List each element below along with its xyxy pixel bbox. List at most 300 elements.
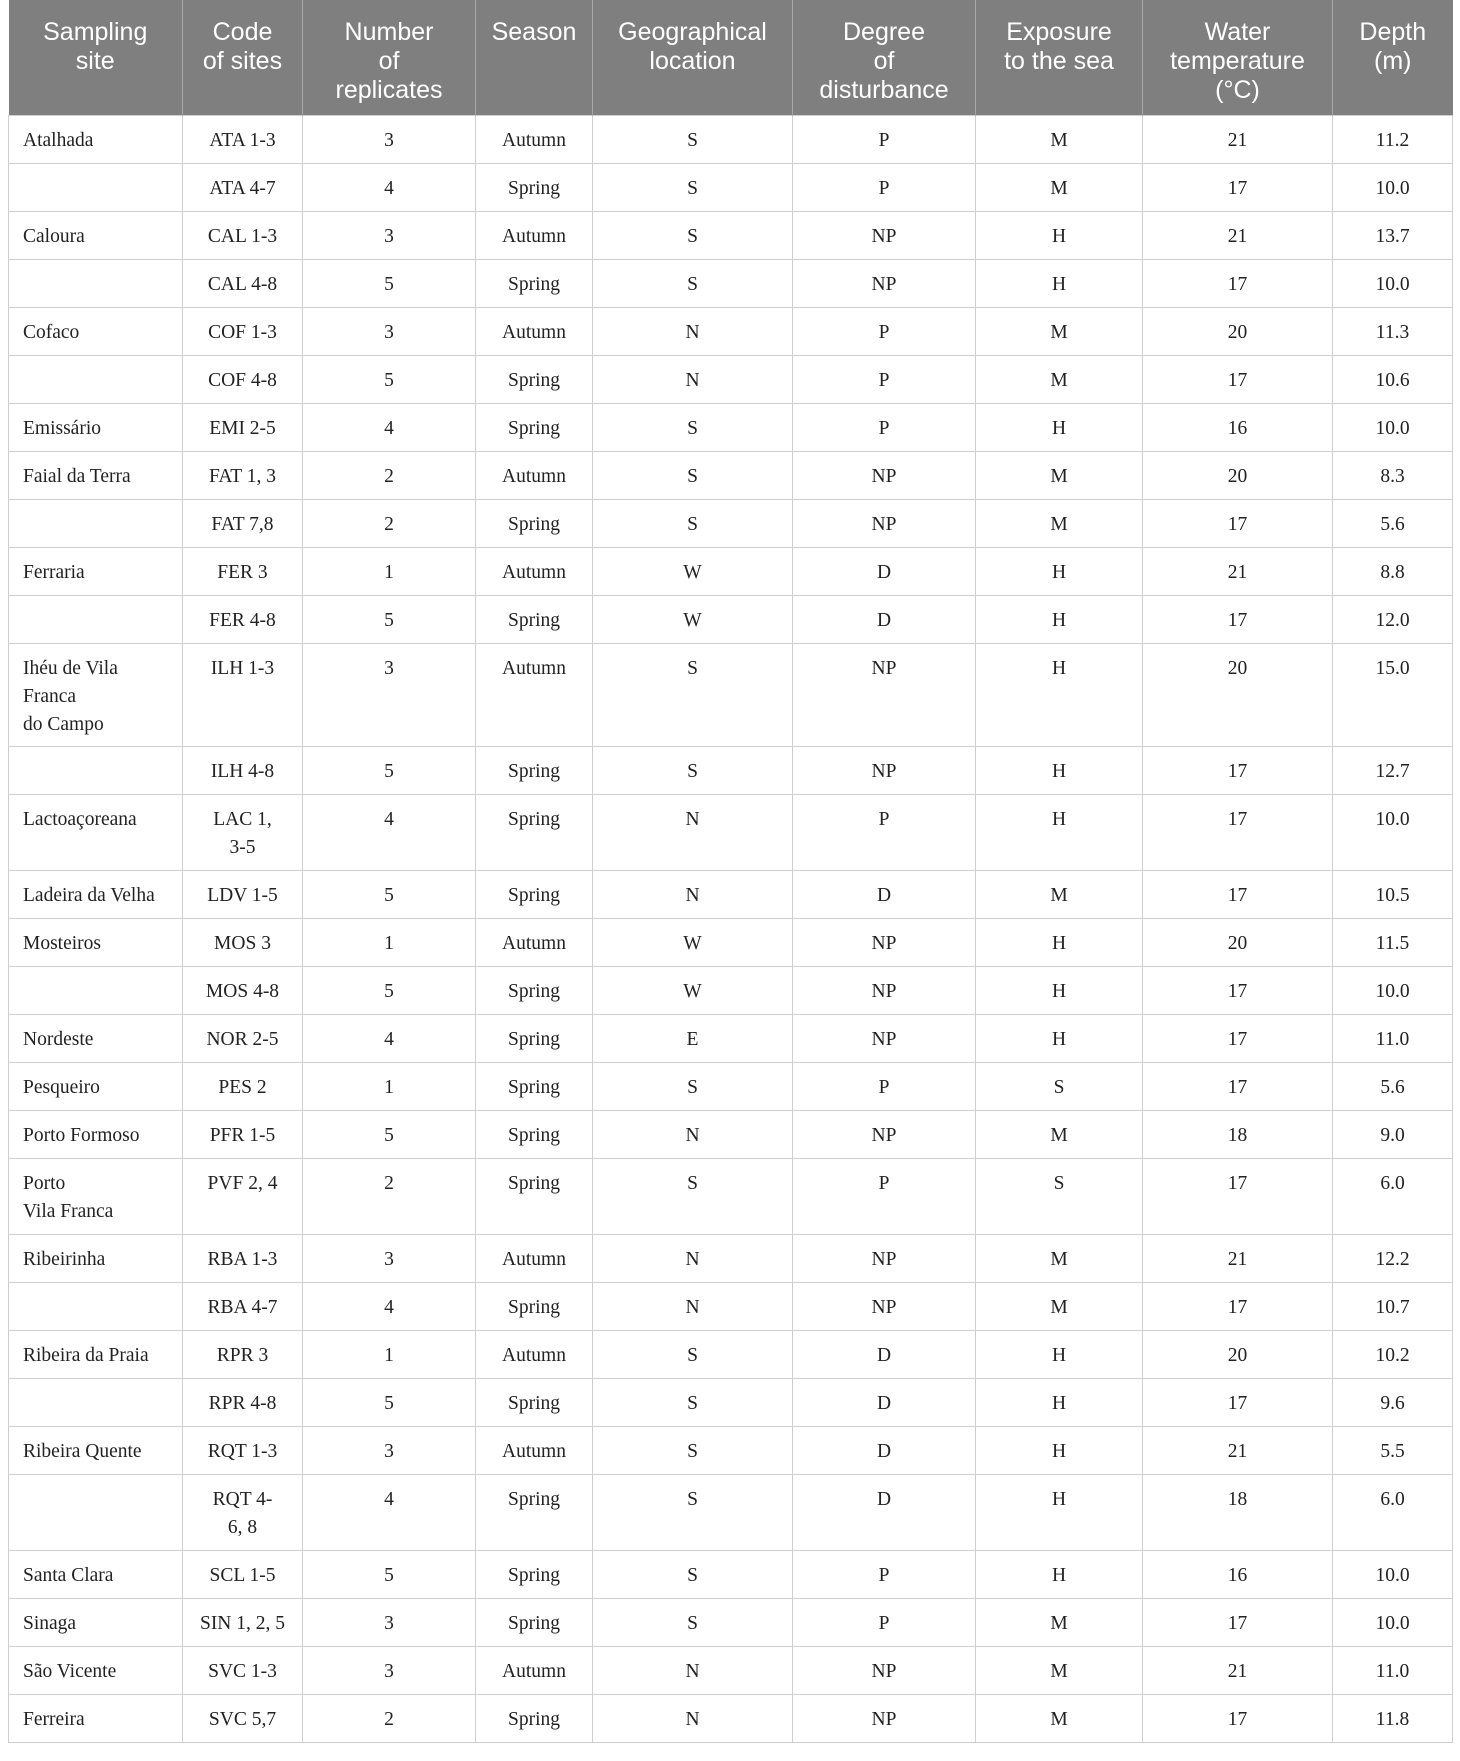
cell-number-of-replicates: 3 [303, 212, 476, 260]
header-text-line: Season [491, 18, 577, 46]
cell-season: Spring [476, 500, 593, 548]
cell-degree-of-disturbance: D [793, 871, 976, 919]
cell-text-line: COF 1-3 [208, 322, 277, 343]
cell-degree-of-disturbance: P [793, 308, 976, 356]
cell-text-line: SCL 1-5 [209, 1565, 276, 1586]
cell-text-line: Ferraria [23, 562, 85, 583]
header-text-line: Geographical [618, 18, 767, 46]
cell-exposure-to-the-sea: H [976, 596, 1143, 644]
cell-season: Spring [476, 1695, 593, 1743]
cell-text-line: Ferreira [23, 1709, 85, 1730]
cell-code-of-sites [183, 404, 303, 452]
header-text-line: Depth [1359, 18, 1427, 46]
cell-degree-of-disturbance: NP [793, 967, 976, 1015]
cell-exposure-to-the-sea: H [976, 644, 1143, 747]
cell-water-temperature: 17 [1143, 795, 1333, 871]
cell-code-of-sites [183, 1015, 303, 1063]
cell-depth: 10.7 [1333, 1283, 1453, 1331]
cell-depth: 11.8 [1333, 1695, 1453, 1743]
cell-exposure-to-the-sea: H [976, 1331, 1143, 1379]
header-text-line: of [873, 47, 895, 75]
cell-depth: 12.0 [1333, 596, 1453, 644]
cell-water-temperature: 17 [1143, 747, 1333, 795]
cell-code-of-sites [183, 747, 303, 795]
cell-geographical-location: S [593, 1427, 793, 1475]
cell-depth: 5.6 [1333, 500, 1453, 548]
cell-depth: 10.5 [1333, 871, 1453, 919]
cell-number-of-replicates: 4 [303, 795, 476, 871]
table-row [9, 1331, 1453, 1379]
cell-sampling-site [9, 1695, 183, 1743]
cell-text-line: Emissário [23, 418, 101, 439]
cell-code-of-sites [183, 1235, 303, 1283]
cell-code-of-sites [183, 116, 303, 164]
table-row [9, 644, 1453, 747]
table-row [9, 1063, 1453, 1111]
cell-degree-of-disturbance: D [793, 1475, 976, 1551]
cell-season: Spring [476, 404, 593, 452]
cell-code-of-sites [183, 1475, 303, 1551]
cell-depth: 13.7 [1333, 212, 1453, 260]
cell-exposure-to-the-sea: M [976, 1695, 1143, 1743]
cell-water-temperature: 17 [1143, 1063, 1333, 1111]
sampling-sites-table [8, 0, 1453, 1743]
cell-text-line: RQT 1-3 [207, 1441, 278, 1462]
cell-depth: 10.0 [1333, 164, 1453, 212]
table-row [9, 1599, 1453, 1647]
cell-season: Spring [476, 1599, 593, 1647]
cell-number-of-replicates: 3 [303, 308, 476, 356]
cell-exposure-to-the-sea: H [976, 795, 1143, 871]
cell-code-of-sites [183, 548, 303, 596]
cell-geographical-location: N [593, 795, 793, 871]
cell-season: Autumn [476, 452, 593, 500]
cell-text-line: CAL 1-3 [207, 226, 278, 247]
cell-number-of-replicates: 5 [303, 871, 476, 919]
cell-code-of-sites [183, 1551, 303, 1599]
cell-text-line: ILH 4-8 [210, 761, 275, 782]
cell-exposure-to-the-sea: H [976, 1379, 1143, 1427]
header-text-line: Water [1204, 18, 1271, 46]
cell-season: Autumn [476, 644, 593, 747]
cell-season: Autumn [476, 1331, 593, 1379]
cell-geographical-location: S [593, 116, 793, 164]
cell-number-of-replicates: 1 [303, 1331, 476, 1379]
cell-exposure-to-the-sea: S [976, 1063, 1143, 1111]
cell-number-of-replicates: 3 [303, 644, 476, 747]
cell-geographical-location: N [593, 1647, 793, 1695]
cell-sampling-site [9, 116, 183, 164]
cell-degree-of-disturbance: D [793, 1427, 976, 1475]
cell-text-line: LDV 1-5 [207, 885, 278, 906]
cell-water-temperature: 20 [1143, 1331, 1333, 1379]
cell-sampling-site [9, 596, 183, 644]
cell-degree-of-disturbance: P [793, 356, 976, 404]
cell-sampling-site [9, 1235, 183, 1283]
cell-sampling-site [9, 260, 183, 308]
cell-degree-of-disturbance: P [793, 404, 976, 452]
cell-geographical-location: S [593, 452, 793, 500]
cell-number-of-replicates: 5 [303, 747, 476, 795]
cell-number-of-replicates: 4 [303, 404, 476, 452]
cell-geographical-location: S [593, 1599, 793, 1647]
table-row [9, 1379, 1453, 1427]
cell-degree-of-disturbance: P [793, 164, 976, 212]
header-text-line: replicates [335, 76, 443, 104]
cell-code-of-sites [183, 871, 303, 919]
header-text-line: of [378, 47, 400, 75]
header-text-line: disturbance [819, 76, 949, 104]
sampling-sites-table-container [8, 0, 1452, 1743]
cell-exposure-to-the-sea: H [976, 1551, 1143, 1599]
cell-text-line: CAL 4-8 [207, 274, 278, 295]
cell-text-line: São Vicente [23, 1661, 117, 1682]
cell-text-line: Sinaga [23, 1613, 77, 1634]
cell-number-of-replicates: 1 [303, 919, 476, 967]
cell-exposure-to-the-sea: H [976, 404, 1143, 452]
cell-sampling-site [9, 1647, 183, 1695]
cell-depth: 10.0 [1333, 1599, 1453, 1647]
cell-text-line: do Campo [23, 714, 104, 735]
cell-code-of-sites [183, 1331, 303, 1379]
cell-text-line: FAT 7,8 [211, 514, 274, 535]
cell-sampling-site [9, 967, 183, 1015]
table-row [9, 747, 1453, 795]
cell-text-line: MOS 4-8 [205, 981, 280, 1002]
cell-season: Spring [476, 1063, 593, 1111]
cell-text-line: SIN 1, 2, 5 [199, 1613, 286, 1634]
header-text-line: Degree [843, 18, 925, 46]
cell-water-temperature: 17 [1143, 871, 1333, 919]
cell-depth: 11.3 [1333, 308, 1453, 356]
cell-sampling-site [9, 747, 183, 795]
cell-season: Spring [476, 596, 593, 644]
cell-number-of-replicates: 5 [303, 1379, 476, 1427]
cell-number-of-replicates: 5 [303, 1551, 476, 1599]
cell-season: Spring [476, 871, 593, 919]
cell-number-of-replicates: 1 [303, 1063, 476, 1111]
cell-text-line: FER 4-8 [209, 610, 276, 631]
cell-geographical-location: S [593, 644, 793, 747]
cell-geographical-location: S [593, 164, 793, 212]
cell-geographical-location: S [593, 212, 793, 260]
table-row [9, 1475, 1453, 1551]
cell-exposure-to-the-sea: H [976, 1015, 1143, 1063]
cell-code-of-sites [183, 795, 303, 871]
cell-water-temperature: 17 [1143, 1159, 1333, 1235]
cell-depth: 15.0 [1333, 644, 1453, 747]
cell-degree-of-disturbance: P [793, 1551, 976, 1599]
cell-text-line: Pesqueiro [23, 1077, 100, 1098]
cell-depth: 6.0 [1333, 1475, 1453, 1551]
cell-sampling-site [9, 1015, 183, 1063]
cell-sampling-site [9, 1331, 183, 1379]
cell-depth: 12.2 [1333, 1235, 1453, 1283]
cell-text-line: SVC 1-3 [208, 1661, 277, 1682]
cell-text-line: Ribeira da Praia [23, 1345, 149, 1366]
cell-text-line: Ribeirinha [23, 1249, 106, 1270]
cell-depth: 5.5 [1333, 1427, 1453, 1475]
cell-number-of-replicates: 5 [303, 596, 476, 644]
cell-text-line: SVC 5,7 [208, 1709, 277, 1730]
cell-sampling-site [9, 452, 183, 500]
cell-season: Autumn [476, 308, 593, 356]
cell-exposure-to-the-sea: M [976, 1599, 1143, 1647]
cell-depth: 9.0 [1333, 1111, 1453, 1159]
cell-sampling-site [9, 1427, 183, 1475]
cell-text-line: ATA 1-3 [209, 130, 276, 151]
cell-water-temperature: 17 [1143, 1379, 1333, 1427]
cell-water-temperature: 21 [1143, 1647, 1333, 1695]
cell-text-line: PVF 2, 4 [207, 1173, 278, 1194]
cell-degree-of-disturbance: NP [793, 644, 976, 747]
cell-degree-of-disturbance: NP [793, 747, 976, 795]
cell-code-of-sites [183, 452, 303, 500]
cell-season: Spring [476, 356, 593, 404]
cell-number-of-replicates: 5 [303, 967, 476, 1015]
cell-degree-of-disturbance: D [793, 1379, 976, 1427]
cell-water-temperature: 21 [1143, 548, 1333, 596]
cell-text-line: NOR 2-5 [206, 1029, 279, 1050]
cell-number-of-replicates: 4 [303, 1015, 476, 1063]
cell-code-of-sites [183, 1695, 303, 1743]
cell-code-of-sites [183, 1379, 303, 1427]
cell-text-line: RBA 4-7 [207, 1297, 278, 1318]
cell-text-line: Cofaco [23, 322, 80, 343]
table-row [9, 1695, 1453, 1743]
cell-depth: 5.6 [1333, 1063, 1453, 1111]
cell-geographical-location: S [593, 404, 793, 452]
cell-season: Autumn [476, 1647, 593, 1695]
table-row [9, 1283, 1453, 1331]
cell-text-line: Vila Franca [23, 1201, 114, 1222]
cell-degree-of-disturbance: P [793, 1599, 976, 1647]
cell-sampling-site [9, 1283, 183, 1331]
cell-number-of-replicates: 4 [303, 1283, 476, 1331]
cell-depth: 10.0 [1333, 795, 1453, 871]
cell-water-temperature: 17 [1143, 1599, 1333, 1647]
cell-season: Autumn [476, 1235, 593, 1283]
cell-water-temperature: 21 [1143, 116, 1333, 164]
cell-geographical-location: S [593, 1379, 793, 1427]
cell-text-line: RPR 4-8 [208, 1393, 277, 1414]
cell-text-line: Nordeste [23, 1029, 94, 1050]
cell-sampling-site [9, 644, 183, 747]
cell-geographical-location: W [593, 967, 793, 1015]
cell-geographical-location: N [593, 1235, 793, 1283]
cell-exposure-to-the-sea: M [976, 1647, 1143, 1695]
cell-code-of-sites [183, 500, 303, 548]
cell-geographical-location: N [593, 1695, 793, 1743]
cell-water-temperature: 17 [1143, 596, 1333, 644]
cell-number-of-replicates: 2 [303, 1159, 476, 1235]
cell-text-line: Porto [23, 1173, 66, 1194]
cell-geographical-location: S [593, 260, 793, 308]
cell-number-of-replicates: 2 [303, 1695, 476, 1743]
cell-number-of-replicates: 4 [303, 164, 476, 212]
cell-text-line: Lactoaçoreana [23, 809, 137, 830]
cell-season: Spring [476, 1015, 593, 1063]
cell-geographical-location: S [593, 1331, 793, 1379]
table-row [9, 404, 1453, 452]
cell-exposure-to-the-sea: M [976, 1283, 1143, 1331]
cell-text-line: Franca [23, 686, 77, 707]
cell-geographical-location: N [593, 356, 793, 404]
cell-sampling-site [9, 164, 183, 212]
cell-code-of-sites [183, 1599, 303, 1647]
cell-code-of-sites [183, 260, 303, 308]
table-row [9, 1111, 1453, 1159]
cell-sampling-site [9, 1111, 183, 1159]
cell-text-line: Faial da Terra [23, 466, 131, 487]
cell-number-of-replicates: 5 [303, 260, 476, 308]
cell-sampling-site [9, 500, 183, 548]
header-exposure-to-the-sea [976, 0, 1143, 116]
cell-exposure-to-the-sea: M [976, 116, 1143, 164]
cell-number-of-replicates: 1 [303, 548, 476, 596]
cell-season: Spring [476, 795, 593, 871]
cell-season: Autumn [476, 548, 593, 596]
cell-code-of-sites [183, 1283, 303, 1331]
cell-depth: 6.0 [1333, 1159, 1453, 1235]
header-text-line: Code [212, 18, 273, 46]
table-row [9, 871, 1453, 919]
cell-degree-of-disturbance: NP [793, 1647, 976, 1695]
cell-code-of-sites [183, 1427, 303, 1475]
header-text-line: site [75, 47, 115, 75]
cell-season: Spring [476, 747, 593, 795]
cell-season: Spring [476, 1379, 593, 1427]
cell-season: Spring [476, 1551, 593, 1599]
cell-exposure-to-the-sea: M [976, 452, 1143, 500]
cell-degree-of-disturbance: NP [793, 1695, 976, 1743]
cell-geographical-location: W [593, 919, 793, 967]
cell-text-line: 3-5 [229, 837, 256, 858]
table-row [9, 967, 1453, 1015]
cell-exposure-to-the-sea: H [976, 747, 1143, 795]
cell-degree-of-disturbance: D [793, 548, 976, 596]
cell-season: Spring [476, 1159, 593, 1235]
cell-degree-of-disturbance: NP [793, 1111, 976, 1159]
cell-number-of-replicates: 5 [303, 1111, 476, 1159]
cell-exposure-to-the-sea: S [976, 1159, 1143, 1235]
cell-water-temperature: 18 [1143, 1111, 1333, 1159]
cell-text-line: ATA 4-7 [209, 178, 276, 199]
cell-exposure-to-the-sea: H [976, 967, 1143, 1015]
cell-text-line: Ladeira da Velha [23, 885, 155, 906]
cell-water-temperature: 17 [1143, 164, 1333, 212]
cell-sampling-site [9, 548, 183, 596]
cell-water-temperature: 17 [1143, 500, 1333, 548]
header-water-temperature [1143, 0, 1333, 116]
cell-exposure-to-the-sea: H [976, 260, 1143, 308]
cell-number-of-replicates: 3 [303, 1235, 476, 1283]
cell-water-temperature: 17 [1143, 260, 1333, 308]
cell-sampling-site [9, 308, 183, 356]
cell-degree-of-disturbance: P [793, 1063, 976, 1111]
table-row [9, 212, 1453, 260]
cell-text-line: Ihéu de Vila [23, 658, 118, 679]
cell-depth: 11.5 [1333, 919, 1453, 967]
header-text-line: (m) [1374, 47, 1412, 75]
cell-season: Spring [476, 967, 593, 1015]
cell-sampling-site [9, 1599, 183, 1647]
cell-text-line: MOS 3 [214, 933, 271, 954]
cell-season: Spring [476, 1111, 593, 1159]
cell-code-of-sites [183, 644, 303, 747]
cell-sampling-site [9, 1475, 183, 1551]
header-number-of-replicates [303, 0, 476, 116]
cell-text-line: 6, 8 [227, 1517, 258, 1538]
cell-text-line: RBA 1-3 [207, 1249, 278, 1270]
table-row [9, 452, 1453, 500]
cell-geographical-location: S [593, 747, 793, 795]
cell-depth: 10.0 [1333, 404, 1453, 452]
cell-code-of-sites [183, 1063, 303, 1111]
table-row [9, 1015, 1453, 1063]
cell-depth: 11.0 [1333, 1647, 1453, 1695]
cell-season: Autumn [476, 919, 593, 967]
header-text-line: Number [344, 18, 434, 46]
header-sampling-site [9, 0, 183, 116]
cell-exposure-to-the-sea: M [976, 1235, 1143, 1283]
cell-depth: 11.2 [1333, 116, 1453, 164]
cell-degree-of-disturbance: NP [793, 452, 976, 500]
cell-text-line: Atalhada [23, 130, 94, 151]
cell-degree-of-disturbance: NP [793, 212, 976, 260]
cell-number-of-replicates: 3 [303, 116, 476, 164]
cell-water-temperature: 21 [1143, 1235, 1333, 1283]
cell-depth: 10.0 [1333, 1551, 1453, 1599]
cell-geographical-location: N [593, 871, 793, 919]
cell-exposure-to-the-sea: M [976, 1111, 1143, 1159]
cell-season: Autumn [476, 116, 593, 164]
cell-exposure-to-the-sea: H [976, 548, 1143, 596]
cell-geographical-location: S [593, 1475, 793, 1551]
cell-geographical-location: E [593, 1015, 793, 1063]
table-row [9, 116, 1453, 164]
cell-exposure-to-the-sea: H [976, 919, 1143, 967]
cell-water-temperature: 21 [1143, 212, 1333, 260]
cell-code-of-sites [183, 308, 303, 356]
table-row [9, 795, 1453, 871]
cell-degree-of-disturbance: P [793, 116, 976, 164]
cell-depth: 10.6 [1333, 356, 1453, 404]
cell-text-line: FER 3 [217, 562, 268, 583]
header-text-line: Sampling [43, 18, 148, 46]
cell-sampling-site [9, 212, 183, 260]
table-row [9, 356, 1453, 404]
cell-geographical-location: S [593, 1063, 793, 1111]
header-text-line: (°C) [1215, 76, 1260, 104]
cell-sampling-site [9, 1159, 183, 1235]
cell-sampling-site [9, 1379, 183, 1427]
cell-degree-of-disturbance: NP [793, 1015, 976, 1063]
table-row [9, 500, 1453, 548]
cell-text-line: ILH 1-3 [210, 658, 275, 679]
table-header [9, 0, 1453, 116]
cell-season: Spring [476, 164, 593, 212]
header-row [9, 0, 1453, 116]
cell-number-of-replicates: 3 [303, 1647, 476, 1695]
cell-text-line: Ribeira Quente [23, 1441, 142, 1462]
cell-exposure-to-the-sea: H [976, 212, 1143, 260]
cell-geographical-location: S [593, 1159, 793, 1235]
cell-exposure-to-the-sea: M [976, 308, 1143, 356]
header-text-line: location [649, 47, 736, 75]
cell-code-of-sites [183, 164, 303, 212]
table-row [9, 548, 1453, 596]
